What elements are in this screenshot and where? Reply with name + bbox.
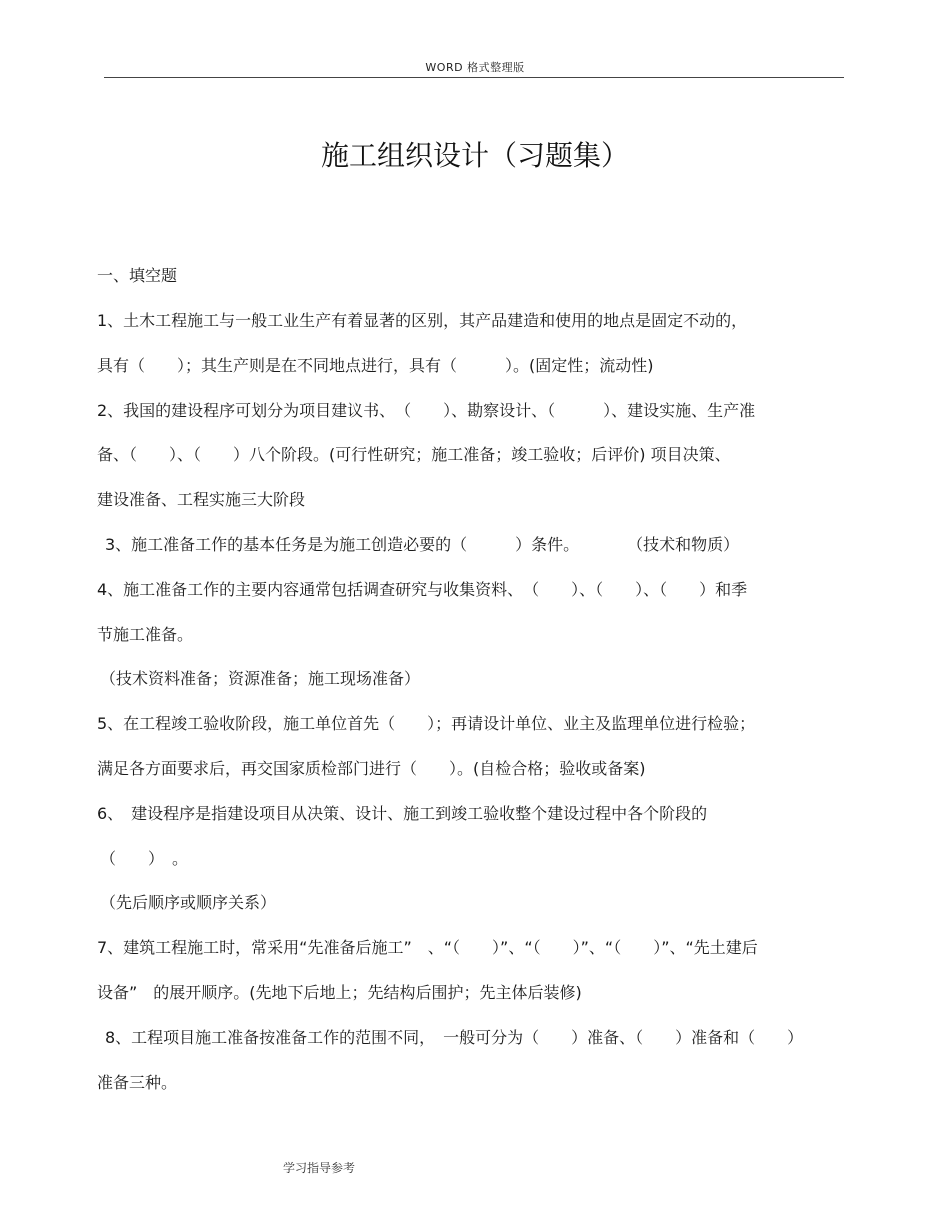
- question-line: 节施工准备。: [97, 625, 194, 644]
- header-divider: [104, 77, 844, 78]
- question-line: 准备三种。: [97, 1073, 178, 1092]
- question-line: 4、施工准备工作的主要内容通常包括调查研究与收集资料、 （ ）、（ ）、（ ）和季: [97, 580, 748, 599]
- question-line: 备、（ ）、（ ）八个阶段。(可行性研究；施工准备；竣工验收；后评价) 项目决策、: [97, 445, 731, 464]
- answer-line: （先后顺序或顺序关系）: [100, 893, 277, 912]
- question-line: 满足各方面要求后，再交国家质检部门进行（ ）。(自检合格；验收或备案): [97, 759, 646, 778]
- question-line: 建设准备、工程实施三大阶段: [97, 490, 306, 509]
- question-line: 1、土木工程施工与一般工业生产有着显著的区别，其产品建造和使用的地点是固定不动的，: [97, 311, 748, 330]
- question-line: （ ） 。: [100, 849, 189, 868]
- question-line: 7、建筑工程施工时，常采用“先准备后施工” 、“（ ）”、“（ ）”、“（ ）”、“先土建后: [97, 938, 758, 957]
- question-line: 5、在工程竣工验收阶段，施工单位首先（ ）；再请设计单位、业主及监理单位进行检验；: [97, 714, 756, 733]
- page-header: WORD 格式整理版: [425, 61, 525, 74]
- question-line: 8、工程项目施工准备按准备工作的范围不同， 一般可分为（ ）准备、（ ）准备和（ ）: [105, 1028, 804, 1047]
- question-line: 具有（ ）；其生产则是在不同地点进行，具有（ ）。(固定性；流动性): [97, 356, 654, 375]
- section-heading: 一、填空题: [97, 266, 178, 285]
- question-line: 2、我国的建设程序可划分为项目建议书、 （ ）、勘察设计、（ ）、建设实施、生产准: [97, 401, 756, 420]
- answer-line: （技术资料准备；资源准备；施工现场准备）: [100, 669, 421, 688]
- page-footer: 学习指导参考: [283, 1161, 356, 1175]
- document-title: 施工组织设计（习题集）: [320, 139, 629, 172]
- question-line: 设备” 的展开顺序。(先地下后地上；先结构后围护；先主体后装修): [97, 983, 582, 1002]
- question-line: 3、施工准备工作的基本任务是为施工创造必要的（ ）条件。 （技术和物质）: [105, 535, 740, 554]
- question-line: 6、 建设程序是指建设项目从决策、设计、施工到竣工验收整个建设过程中各个阶段的: [97, 804, 708, 823]
